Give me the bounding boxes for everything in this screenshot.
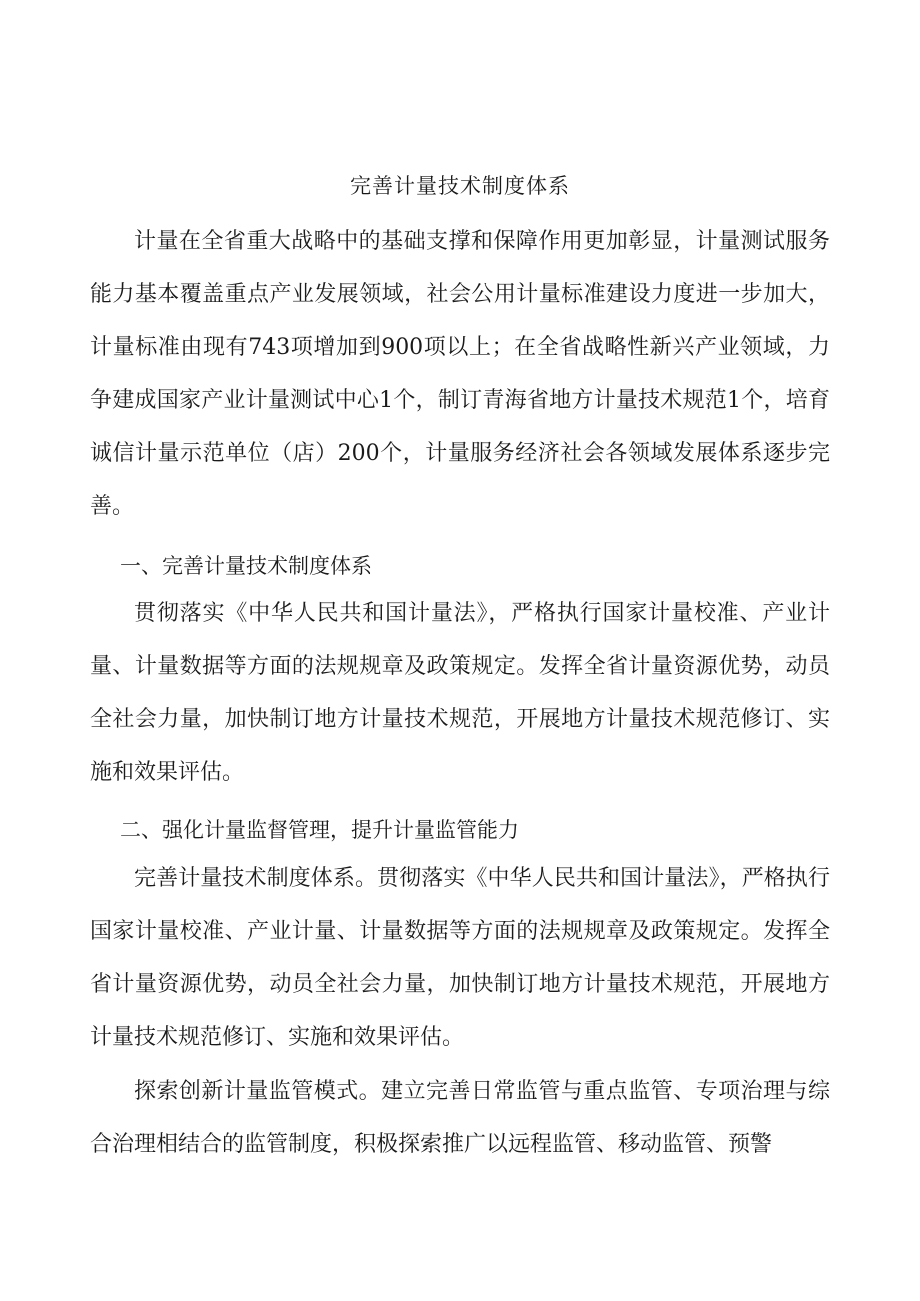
- document-title: 完善计量技术制度体系: [350, 174, 570, 198]
- section-heading-1: 一、完善计量技术制度体系: [120, 554, 372, 578]
- section-2-paragraph-1: 完善计量技术制度体系。贯彻落实《中华人民共和国计量法》，严格执行国家计量校准、产业计量、计量数据等方面的法规规章及政策规定。发挥全省计量资源优势，动员全社会力量，加快制订地方计量技术规范，开展地方计量技术规范修订、实施和效果评估。: [90, 866, 830, 1050]
- section-heading-2: 二、强化计量监督管理，提升计量监管能力: [120, 818, 519, 842]
- intro-paragraph: 计量在全省重大战略中的基础支撑和保障作用更加彰显，计量测试服务能力基本覆盖重点产业发展领域，社会公用计量标准建设力度进一步加大，计量标准由现有743项增加到900项以上；在全省战略性新兴产业领域，力争建成国家产业计量测试中心1个，制订青海省地方计量技术规范1个，培育诚信计量示范单位（店）200个，计量服务经济社会各领域发展体系逐步完善。: [90, 229, 830, 519]
- section-1-paragraph-1: 贯彻落实《中华人民共和国计量法》，严格执行国家计量校准、产业计量、计量数据等方面的法规规章及政策规定。发挥全省计量资源优势，动员全社会力量，加快制订地方计量技术规范，开展地方计量技术规范修订、实施和效果评估。: [90, 601, 830, 785]
- section-2-paragraph-2: 探索创新计量监管模式。建立完善日常监管与重点监管、专项治理与综合治理相结合的监管制度，积极探索推广以远程监管、移动监管、预警: [90, 1079, 830, 1157]
